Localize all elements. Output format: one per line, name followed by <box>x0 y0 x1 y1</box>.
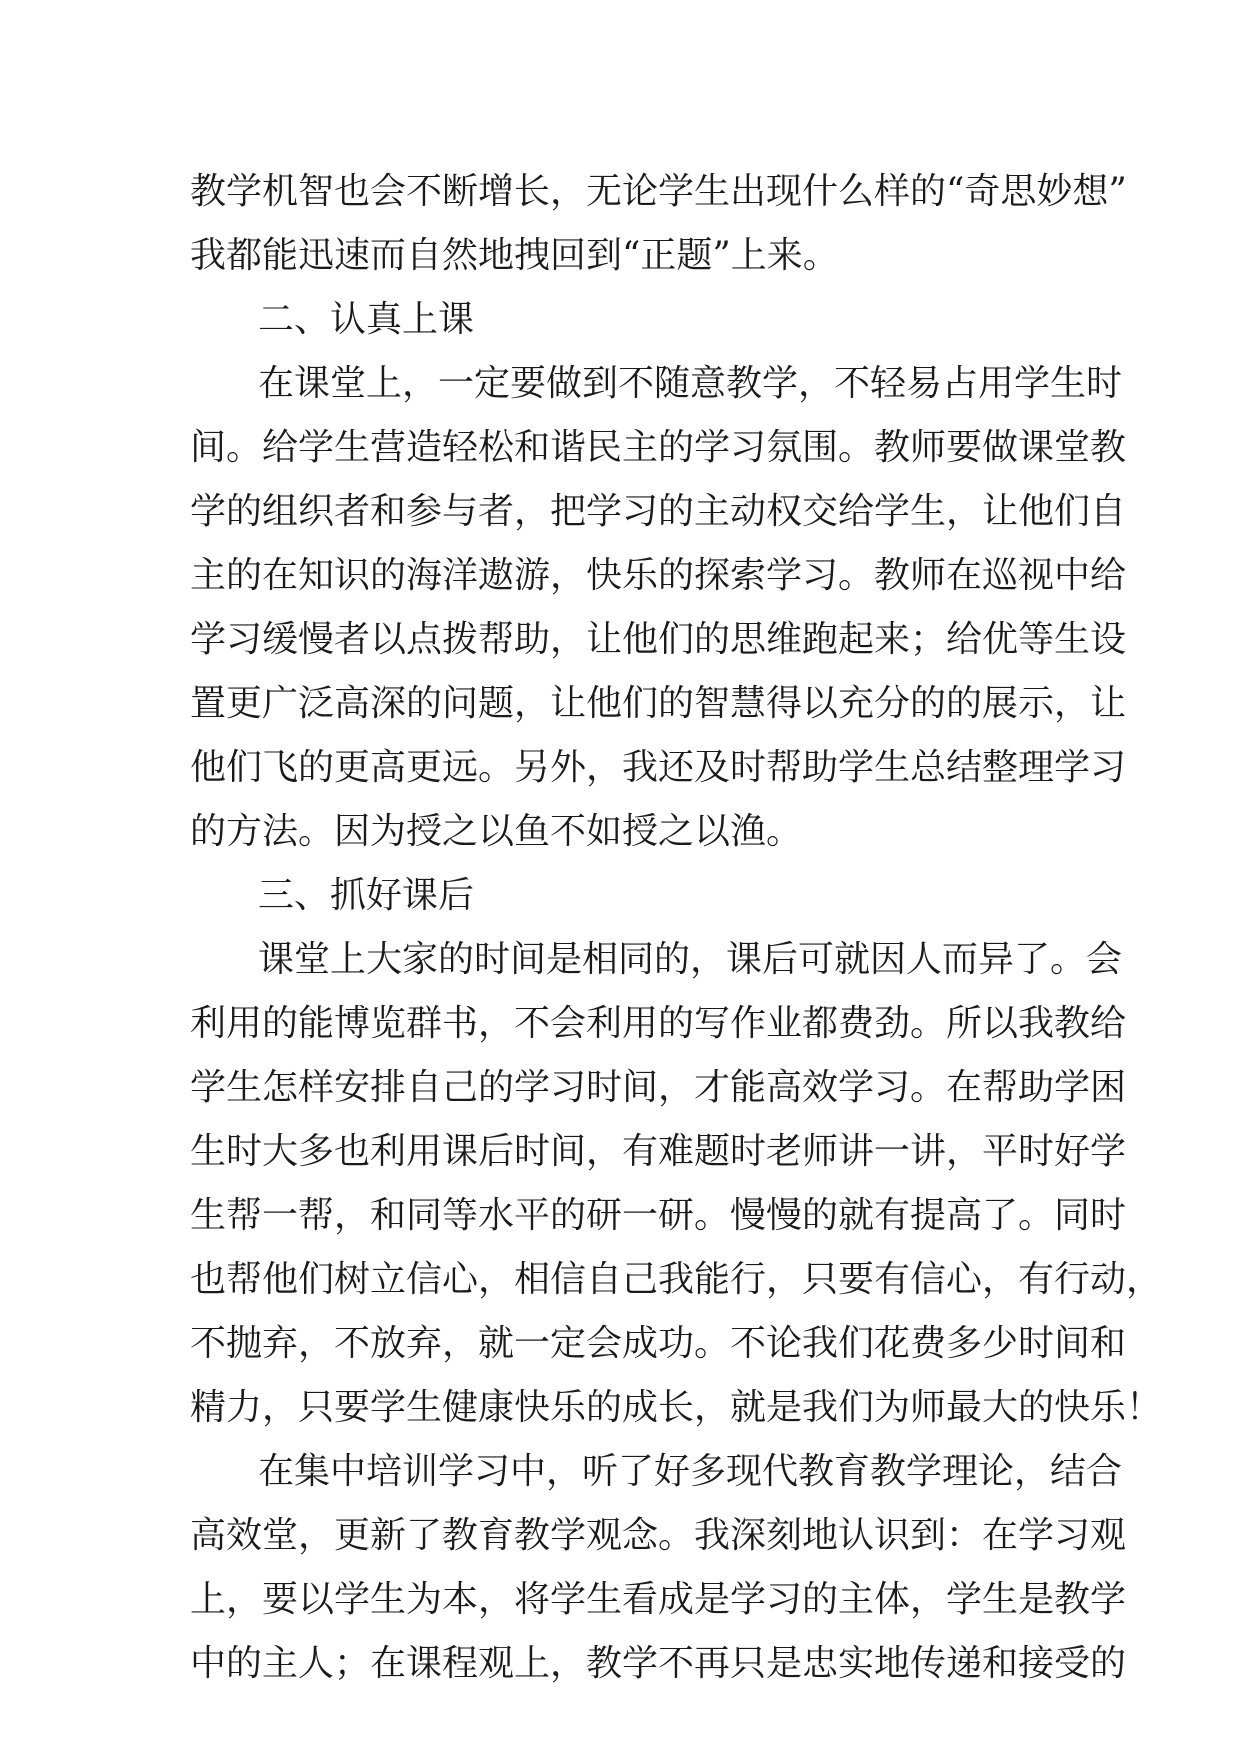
text-line: 在集中培训学习中，听了好多现代教育教学理论，结合 <box>258 1451 1123 1492</box>
text-line: 学习缓慢者以点拨帮助，让他们的思维跑起来；给优等生设 <box>190 619 1127 660</box>
text-line: 中的主人；在课程观上，教学不再只是忠实地传递和接受的 <box>190 1643 1127 1684</box>
text-line: 精力，只要学生健康快乐的成长，就是我们为师最大的快乐！ <box>190 1387 1163 1428</box>
text-line: 他们飞的更高更远。另外，我还及时帮助学生总结整理学习 <box>190 747 1127 788</box>
text-line: 的方法。因为授之以鱼不如授之以渔。 <box>190 811 803 852</box>
text-line: 学生怎样安排自己的学习时间，才能高效学习。在帮助学困 <box>190 1067 1127 1108</box>
text-line: 生时大多也利用课后时间，有难题时老师讲一讲，平时好学 <box>190 1131 1127 1172</box>
text-line: 我都能迅速而自然地拽回到“正题”上来。 <box>190 235 839 276</box>
text-line: 间。给学生营造轻松和谐民主的学习氛围。教师要做课堂教 <box>190 427 1127 468</box>
text-line: 利用的能博览群书，不会利用的写作业都费劲。所以我教给 <box>190 1003 1127 1044</box>
body-text <box>190 160 1163 1696</box>
text-line: 教学机智也会不断增长，无论学生出现什么样的“奇思妙想” <box>190 171 1127 212</box>
text-line: 生帮一帮，和同等水平的研一研。慢慢的就有提高了。同时 <box>190 1195 1127 1236</box>
text-line: 主的在知识的海洋遨游，快乐的探索学习。教师在巡视中给 <box>190 555 1127 596</box>
text-line: 也帮他们树立信心，相信自己我能行，只要有信心，有行动， <box>190 1259 1163 1300</box>
section-heading: 三、抓好课后 <box>258 875 475 916</box>
text-line: 上，要以学生为本，将学生看成是学习的主体，学生是教学 <box>190 1579 1127 1620</box>
text-line: 学的组织者和参与者，把学习的主动权交给学生，让他们自 <box>190 491 1127 532</box>
text-line: 在课堂上，一定要做到不随意教学，不轻易占用学生时 <box>258 363 1123 404</box>
text-line: 课堂上大家的时间是相同的，课后可就因人而异了。会 <box>258 939 1123 980</box>
section-heading: 二、认真上课 <box>258 299 475 340</box>
text-line: 高效堂，更新了教育教学观念。我深刻地认识到：在学习观 <box>190 1515 1127 1556</box>
text-line: 不抛弃，不放弃，就一定会成功。不论我们花费多少时间和 <box>190 1323 1127 1364</box>
text-line: 置更广泛高深的问题，让他们的智慧得以充分的的展示，让 <box>190 683 1127 724</box>
